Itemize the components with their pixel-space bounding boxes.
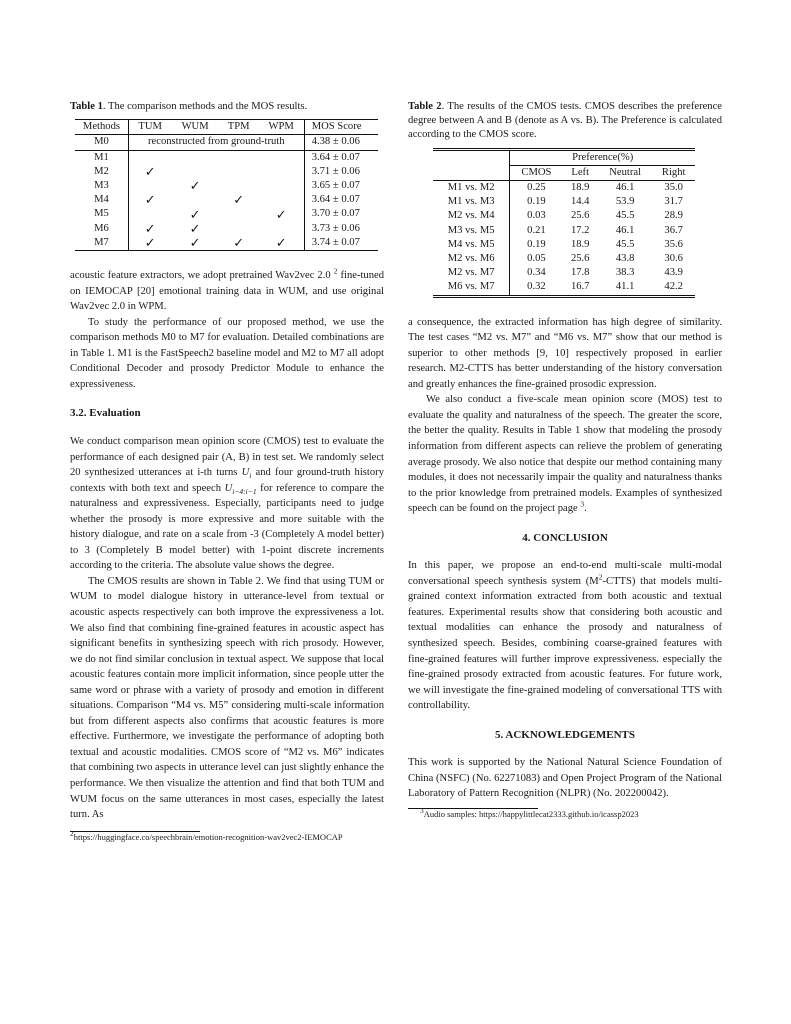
right-paragraph-4: This work is supported by the National Natural Science Foundation of China (NSFC) (No. 62271083) and Open Project Program of the National Laboratory of Pattern Recognition (NLPR) (No. 202200042). [408, 757, 722, 800]
t1-cell-tum [128, 179, 171, 193]
right-p3-text-a: In this paper, we propose an end-to-end multi-scale multi-modal conversational speech synthesis system (M [408, 560, 722, 587]
table2 [433, 148, 695, 298]
t1-cell-tum [128, 207, 171, 221]
t2-row [433, 224, 695, 238]
right-p2-text-a: We also conduct a five-scale mean opinion score (MOS) test to evaluate the quality and naturalness of the speech. The greater the score, the better the quality. Results in Table 1 show that modeling the prosody information from different aspects can relieve the problem of generating average prosody. We also notice that despite our method containing many modules, it does not necessarily impair the quality and naturalness thanks to the prior knowledge from pretrained models. Examples of synthesized speech can be found on the project page [408, 394, 722, 515]
t2-cell-neutral: 41.1 [598, 280, 652, 296]
t2-cell-pair: M2 vs. M7 [433, 266, 510, 280]
t2-empty-corner-2 [433, 165, 510, 180]
left-p3-text-a: We conduct comparison mean opinion score (CMOS) test to evaluate the performance of each designed pair (A, B) in test set. We randomly select 20 synthesized utterances at i-th turns [70, 435, 384, 479]
t1-cell-tum: ✓ [128, 236, 171, 251]
table2-caption [408, 100, 722, 143]
table1-caption [70, 100, 384, 114]
left-paragraph-2: To study the performance of our proposed method, we use the comparison methods M0 to M7 for evaluation. Detailed combinations are in Table 1. M1 is the FastSpeech2 baseline model and M2 to M7 all adopt Conditional Decoder and prosody Predictor Module to enhance the expressiveness. [70, 316, 384, 390]
t1-cell-mos: 3.73 ± 0.06 [311, 222, 360, 234]
left-p1-text-a: acoustic feature extractors, we adopt pretrained Wav2vec 2.0 [70, 270, 331, 282]
footnote-3 [408, 806, 722, 820]
t2-cell-neutral: 46.1 [598, 181, 652, 196]
t2-cell-right: 28.9 [664, 210, 683, 222]
table1-caption-label: Table 1 [70, 101, 103, 112]
t1-cell-wpm [259, 165, 305, 179]
t2-row [433, 209, 695, 223]
t1-cell-span: reconstructed from ground-truth [128, 135, 304, 150]
math-u-i-base: U [241, 467, 250, 479]
t1-cell-tpm [219, 150, 259, 165]
t2-row [433, 252, 695, 266]
t1-row [75, 165, 378, 179]
t2-cell-right: 43.9 [664, 267, 683, 279]
t2-cell-pair: M2 vs. M6 [433, 252, 510, 266]
t1-cell-wpm: ✓ [259, 236, 305, 251]
left-p3-text-b: and four ground-truth history contexts with both text and speech [70, 467, 384, 494]
footnote-3-text: Audio samples: https://happylittlecat2333.github.io/icassp2023 [423, 808, 639, 819]
t2-cell-pair: M4 vs. M5 [433, 238, 510, 252]
t1-cell-wum: ✓ [189, 220, 201, 236]
t2-header-neutral: Neutral [609, 166, 642, 178]
t2-header-cmos: CMOS [521, 166, 552, 178]
right-paragraph-1: a consequence, the extracted information has high degree of similarity. The test cases “M2 vs. M7” and “M6 vs. M7” show that our method is superior to other methods [9, 10] respectively proposed in earlier research. M2-CTTS has better understanding of the history conversation and greatly enhances the fine-grained prosodic expression. [408, 316, 722, 390]
t1-cell-mos: 3.64 ± 0.07 [311, 194, 360, 206]
left-p3-text-c: for reference to compare the naturalness and expressiveness. Especially, participants need to judge whether the prosody is more expressive and more suitable with the history dialogue, and rate on a scale from -3 (Completely A model better) to 3 (Completely B model better) with 1-point discrete increments according to the criteria. The absolute value shows the degree. [70, 482, 385, 572]
t2-cell-neutral: 46.1 [615, 224, 635, 236]
table1-caption-text: . The comparison methods and the MOS results. [102, 101, 308, 112]
t2-cell-cmos: 0.05 [527, 253, 546, 265]
t1-cell-wum: ✓ [171, 236, 218, 251]
t2-cell-left: 14.4 [570, 196, 590, 208]
t2-row [433, 266, 695, 280]
t2-cell-cmos: 0.32 [510, 280, 563, 296]
math-u-range-base: U [224, 482, 233, 494]
right-p3-text-b: -CTTS) that models multi-grained context information extracted from both acoustic and textual features. Experimental results show that considering both acoustic and textual modalities can enhance the prosody and naturalness of synthesized speech. Besides, combining coarse-grained features with fine-grained features will further improve expressiveness. especially the fine-grained prosody extracted from acoustic features. For future work, we will investigate the fine-grained modeling of conversational TTS with controllability. [408, 575, 722, 712]
table2-caption-label: Table 2 [408, 101, 442, 112]
t1-cell-mos: 4.38 ± 0.06 [304, 135, 378, 150]
t2-cell-cmos: 0.34 [527, 267, 546, 279]
t1-row [75, 207, 378, 221]
t2-row [433, 195, 695, 209]
t2-cell-left: 25.6 [570, 210, 590, 222]
t2-row [433, 280, 695, 296]
t1-cell-wpm [259, 193, 305, 207]
t1-cell-method: M7 [75, 236, 128, 251]
footnote-2-text: https://huggingface.co/speechbrain/emotion-recognition-wav2vec2-IEMOCAP [73, 831, 343, 842]
t1-cell-tum: ✓ [144, 220, 156, 236]
t1-cell-method: M5 [75, 207, 128, 221]
t1-cell-tpm [219, 222, 259, 236]
t1-cell-method: M0 [75, 135, 128, 150]
left-p1-text-b: fine-tuned on IEMOCAP [20] emotional training data in WUM, and use original Wav2vec 2.0 in WPM. [70, 270, 385, 313]
t2-cell-left: 18.9 [570, 238, 590, 250]
t1-cell-method: M1 [75, 150, 128, 165]
table1 [75, 119, 378, 251]
superscript-2: 2 [598, 572, 603, 582]
footnote-2-number: 2 [70, 828, 74, 838]
t1-cell-wum [171, 150, 218, 165]
t1-cell-tpm [219, 179, 259, 193]
t2-cell-left: 16.7 [563, 280, 598, 296]
t1-cell-tum: ✓ [144, 163, 156, 179]
right-paragraph-2 [408, 392, 722, 516]
t1-row-m0 [75, 135, 378, 150]
t1-cell-wpm: ✓ [259, 207, 305, 221]
t1-cell-mos: 3.64 ± 0.07 [311, 151, 360, 163]
t2-cell-neutral: 38.3 [615, 267, 635, 279]
t1-cell-wpm [259, 179, 305, 193]
t1-cell-wpm [259, 150, 305, 165]
t2-cell-pair: M2 vs. M4 [433, 209, 510, 223]
t2-cell-neutral: 43.8 [615, 253, 635, 265]
t1-header-methods: Methods [75, 120, 128, 135]
t1-row [75, 222, 378, 236]
t1-cell-tpm [219, 207, 259, 221]
t2-cell-right: 35.6 [664, 238, 683, 250]
t1-cell-tum [128, 150, 171, 165]
t1-row [75, 150, 378, 165]
t2-cell-right: 42.2 [652, 280, 695, 296]
t1-row [75, 179, 378, 193]
t1-cell-wum [171, 193, 218, 207]
t1-cell-method: M2 [75, 165, 128, 179]
t2-cell-left: 25.6 [570, 253, 590, 265]
t1-cell-mos: 3.65 ± 0.07 [311, 180, 360, 192]
t1-cell-mos: 3.70 ± 0.07 [311, 208, 360, 220]
t2-cell-neutral: 53.9 [615, 196, 635, 208]
t2-group-header: Preference(%) [510, 149, 695, 165]
t1-cell-tpm: ✓ [219, 236, 259, 251]
t2-row [433, 238, 695, 252]
right-p2-text-b: . [584, 503, 587, 515]
t1-header-tpm: TPM [219, 120, 259, 135]
t2-cell-cmos: 0.19 [527, 196, 546, 208]
footnote-3-number: 3 [420, 806, 424, 816]
footnote-2 [70, 828, 384, 843]
t2-cell-pair: M1 vs. M3 [433, 195, 510, 209]
t1-cell-wpm [259, 222, 305, 236]
t2-cell-pair: M1 vs. M2 [433, 181, 510, 196]
t1-cell-method: M3 [75, 179, 128, 193]
t1-cell-tpm [219, 165, 259, 179]
t1-cell-wum [171, 165, 218, 179]
t2-cell-right: 31.7 [664, 196, 683, 208]
t1-cell-method: M6 [75, 222, 128, 236]
t1-row [75, 193, 378, 207]
t2-cell-pair: M6 vs. M7 [433, 280, 510, 296]
footnote-marker-2: 2 [333, 266, 338, 276]
t1-cell-method: M4 [75, 193, 128, 207]
footnote-marker-3: 3 [580, 499, 585, 509]
right-paragraph-3 [408, 558, 722, 713]
left-column [70, 100, 384, 843]
t2-cell-neutral: 45.5 [615, 210, 635, 222]
t1-header-wum: WUM [171, 120, 218, 135]
left-paragraph-1 [70, 268, 384, 315]
section-title-acknowledgements: 5. ACKNOWLEDGEMENTS [495, 728, 635, 741]
left-paragraph-4: The CMOS results are shown in Table 2. We find that using TUM or WUM to model dialogue history in utterance-level from textual or acoustic aspects respectively can both improve the expressiveness a lot. We also find that combining fine-grained features in acoustic aspect has significant benefits in synthesizing speech with rich prosody. However, we do not find similar conclusion in textual aspect. We suppose that local acoustic features contain more implicit information, since people utter the same word or phrase with a variety of prosody and emotion in different situations. Comparison “M4 vs. M5” considering multi-scale information but from different aspects also confirms that acoustic features is more effective. Furthermore, we investigate the performance of adopting both textual and acoustic modalities. CMOS score of “M2 vs. M6” indicates that combining two aspects in utterance level can just slightly enhance the performance. We then visualize the attention and find that both TUM and WUM focus on the same utterances in most cases, especially the latest turn. As [70, 575, 384, 821]
t2-cell-cmos: 0.21 [527, 224, 546, 236]
t1-cell-tpm: ✓ [233, 192, 245, 208]
t2-cell-pair: M3 vs. M5 [433, 224, 510, 238]
t2-row [433, 181, 695, 196]
math-u-range-sub: i−4:i−1 [232, 486, 257, 496]
right-column [408, 100, 722, 820]
t1-header-wpm: WPM [259, 120, 305, 135]
t2-cell-neutral: 45.5 [615, 238, 635, 250]
t2-cell-left: 17.2 [570, 224, 590, 236]
t1-cell-tum: ✓ [144, 192, 156, 208]
t2-cell-left: 18.9 [563, 181, 598, 196]
table2-caption-text: . The results of the CMOS tests. CMOS describes the preference degree between A and B (denote as A vs. B). The Preference is calculated according to the CMOS score. [408, 101, 723, 141]
t2-empty-corner [433, 149, 510, 165]
t2-cell-left: 17.8 [570, 267, 590, 279]
left-paragraph-3 [70, 434, 384, 574]
math-u-i-sub: i [249, 471, 252, 481]
t1-cell-wum: ✓ [189, 178, 201, 194]
t2-cell-right: 36.7 [664, 224, 683, 236]
t2-cell-cmos: 0.03 [527, 210, 546, 222]
t1-cell-wum: ✓ [189, 206, 201, 222]
t1-row [75, 236, 378, 251]
t1-header-mos: MOS Score [304, 120, 378, 135]
math-u-range [225, 483, 257, 494]
t2-cell-cmos: 0.25 [510, 181, 563, 196]
math-u-i [241, 467, 252, 481]
t1-header-tum: TUM [128, 120, 171, 135]
section-title-conclusion: 4. CONCLUSION [522, 531, 608, 544]
section-title-evaluation: 3.2. Evaluation [70, 407, 141, 420]
t2-header-right: Right [661, 166, 686, 178]
t2-cell-right: 35.0 [652, 181, 695, 196]
t2-header-left: Left [571, 166, 590, 178]
t2-cell-right: 30.6 [664, 253, 683, 265]
t2-cell-cmos: 0.19 [527, 238, 546, 250]
t1-cell-mos: 3.74 ± 0.07 [304, 236, 378, 251]
t1-cell-mos: 3.71 ± 0.06 [311, 165, 360, 177]
